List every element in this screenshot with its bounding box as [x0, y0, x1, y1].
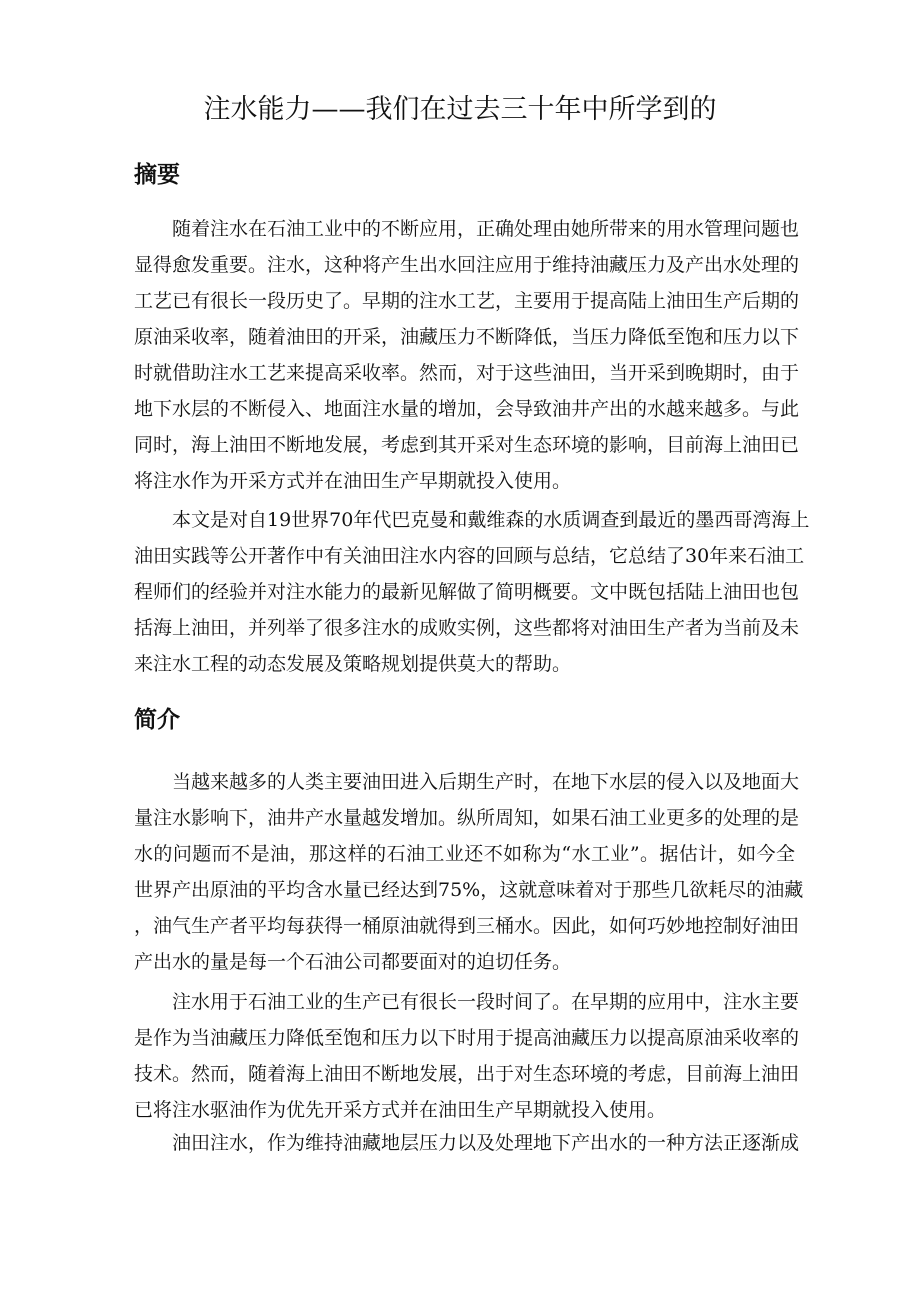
abstract-paragraph-2 [134, 502, 810, 682]
intro-paragraph-1 [134, 764, 804, 980]
paragraph-line: 当越来越多的人类主要油田进入后期生产时，在地下水层的侵入以及地面大 [172, 771, 800, 793]
intro-paragraph-2 [134, 984, 800, 1128]
paragraph-line: 量注水影响下，油井产水量越发增加。纵所周知，如果石油工业更多的处理的是 [134, 807, 800, 829]
paragraph-line: 是作为当油藏压力降低至饱和压力以下时用于提高油藏压力以提高原油采收率的 [134, 1027, 800, 1049]
section-heading-introduction: 简介 [134, 707, 180, 733]
paragraph-line: 工艺已有很长一段历史了。早期的注水工艺，主要用于提高陆上油田生产后期的 [134, 290, 800, 312]
paragraph-line: 油田实践等公开著作中有关油田注水内容的回顾与总结，它总结了30年来石油工 [134, 545, 805, 567]
intro-paragraph-3 [134, 1125, 800, 1161]
paragraph-line: 括海上油田，并列举了很多注水的成败实例，这些都将对油田生产者为当前及未 [134, 617, 800, 639]
paragraph-line: 地下水层的不断侵入、地面注水量的增加，会导致油井产出的水越来越多。与此 [134, 398, 800, 420]
paragraph-line: 已将注水驱油作为优先开采方式并在油田生产早期就投入使用。 [134, 1099, 667, 1121]
paragraph-line: 时就借助注水工艺来提高采收率。然而，对于这些油田，当开采到晚期时，由于 [134, 362, 800, 384]
paragraph-line: 同时，海上油田不断地发展，考虑到其开采对生态环境的影响，目前海上油田已 [134, 434, 800, 456]
paragraph-line: 随着注水在石油工业中的不断应用，正确处理由她所带来的用水管理问题也 [172, 218, 800, 240]
paragraph-line: 将注水作为开采方式并在油田生产早期就投入使用。 [134, 470, 572, 492]
paragraph-line: ，油气生产者平均每获得一桶原油就得到三桶水。因此，如何巧妙地控制好油田 [134, 915, 800, 937]
paragraph-line: 程师们的经验并对注水能力的最新见解做了简明概要。文中既包括陆上油田也包 [134, 581, 800, 603]
paragraph-line: 原油采收率，随着油田的开采，油藏压力不断降低，当压力降低至饱和压力以下 [134, 326, 800, 348]
paragraph-line: 产出水的量是每一个石油公司都要面对的迫切任务。 [134, 951, 572, 973]
paragraph-line: 油田注水，作为维持油藏地层压力以及处理地下产出水的一种方法正逐渐成 [172, 1132, 800, 1154]
paragraph-line: 世界产出原油的平均含水量已经达到75%，这就意味着对于那些几欲耗尽的油藏 [134, 879, 804, 901]
section-heading-abstract: 摘要 [134, 162, 180, 188]
abstract-paragraph-1 [134, 211, 800, 499]
paragraph-line: 注水用于石油工业的生产已有很长一段时间了。在早期的应用中，注水主要 [172, 991, 800, 1013]
paragraph-line: 本文是对自19世界70年代巴克曼和戴维森的水质调查到最近的墨西哥湾海上 [172, 509, 810, 531]
paragraph-line: 技术。然而，随着海上油田不断地发展，出于对生态环境的考虑，目前海上油田 [134, 1063, 800, 1085]
paragraph-line: 显得愈发重要。注水，这种将产生出水回注应用于维持油藏压力及产出水处理的 [134, 254, 800, 276]
document-title: 注水能力——我们在过去三十年中所学到的 [203, 94, 717, 125]
paragraph-line: 水的问题而不是油，那这样的石油工业还不如称为“水工业”。据估计，如今全 [134, 843, 795, 865]
paragraph-line: 来注水工程的动态发展及策略规划提供莫大的帮助。 [134, 653, 572, 675]
